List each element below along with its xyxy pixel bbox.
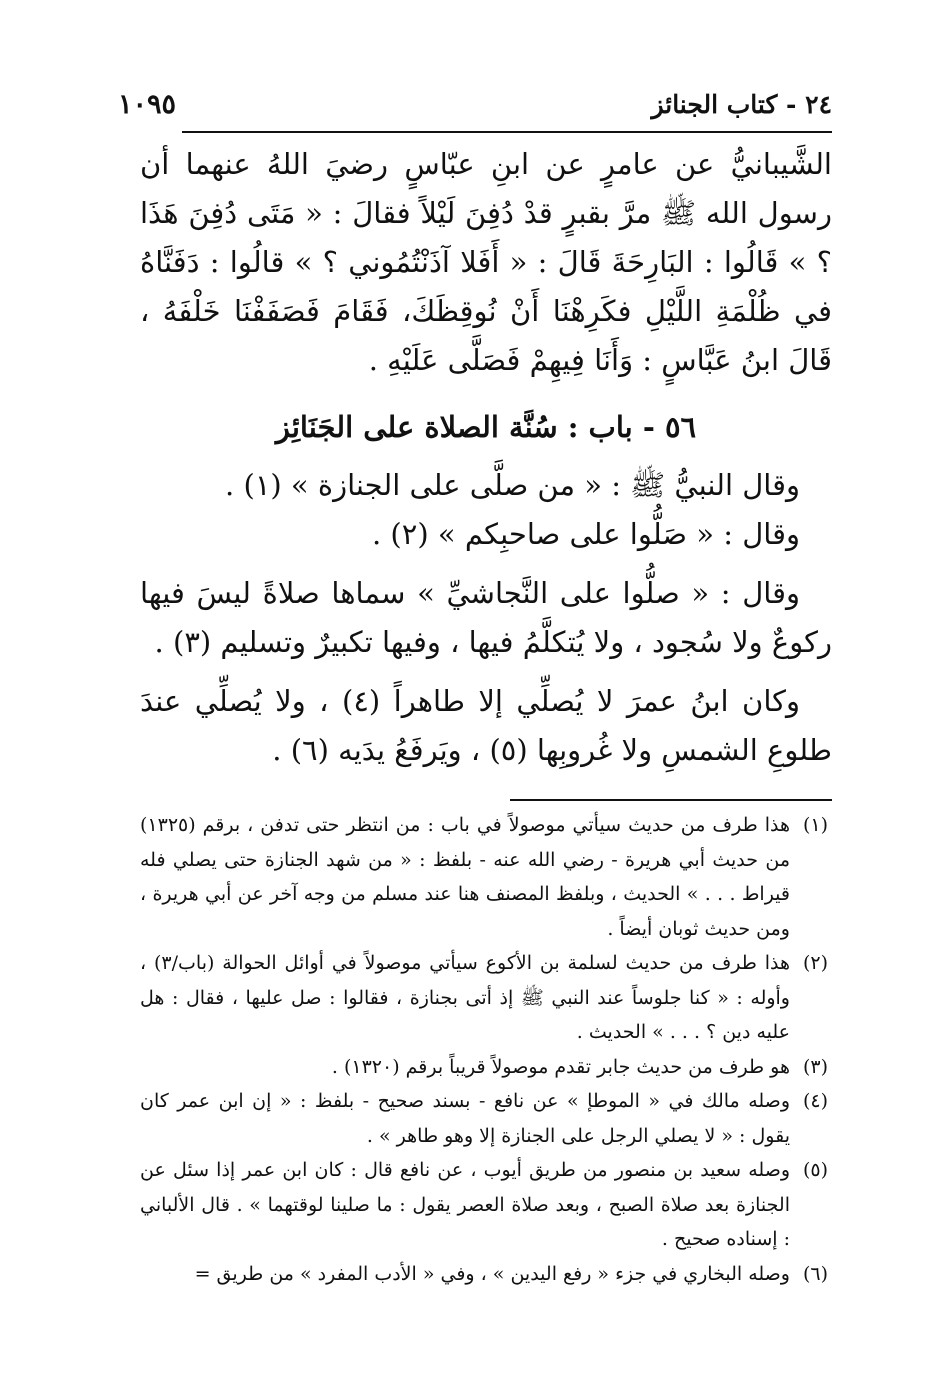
- footnote-item: [140, 1050, 828, 1085]
- footnote-item: [140, 808, 828, 946]
- footnote-number: (١): [802, 814, 828, 836]
- footnote-text: هو طرف من حديث جابر تقدم موصولاً قريباً برقم (١٣٢٠) .: [331, 1055, 790, 1078]
- footnote-text: وصله البخاري في جزء « رفع اليدين » ، وفي « الأدب المفرد » من طريق =: [194, 1262, 790, 1285]
- footnote-number: (٤): [802, 1090, 828, 1112]
- section-heading: ٥٦ - باب : سُنَّة الصلاة على الجَنَائِز: [275, 410, 697, 444]
- footnote-item: [140, 1153, 828, 1257]
- footnote-divider: [510, 799, 832, 801]
- paragraph-hadith-continuation: الشَّيبانيُّ عن عامرٍ عن ابنِ عبّاسٍ رضيَ اللهُ عنهما أن رسول الله ﷺ مرَّ بقبرٍ قدْ دُفِنَ لَيْلاً فقالَ : « مَتَى دُفِنَ هَذَا ؟ » قَالُوا : البَارِحَةَ قَالَ : « أَفَلا آذَنْتُمُوني ؟ » قالُوا : دَفَنَّاهُ في ظُلْمَةِ اللَّيْلِ فكَرِهْنَا أَنْ نُوقِظَكَ، فَقَامَ فَصَفَفْنَا خَلْفَهُ ، قَالَ ابنُ عَبَّاسٍ : وَأَنَا فِيهِمْ فَصَلَّى عَلَيْهِ .: [140, 147, 832, 377]
- footnote-text: هذا طرف من حديث سيأتي موصولاً في باب : من انتظر حتى تدفن ، برقم (١٣٢٥) من حديث أبي هريرة - رضي الله عنه - بلفظ : « من شهد الجنازة حتى يصلي فله قيراط . . . » الحديث ، وبلفظ المصنف هنا عند مسلم من وجه آخر عن أبي هريرة ، ومن حديث ثوبان أيضاً .: [140, 814, 790, 940]
- footnote-text: وصله مالك في « الموطإ » عن نافع - بسند صحيح - بلفظ : « إن ابن عمر كان يقول : « لا يصلي الرجل على الجنازة إلا وهو طاهر » .: [140, 1090, 790, 1147]
- footnote-item: [140, 1257, 828, 1292]
- footnote-item: [140, 1084, 828, 1153]
- page-number: ١٠٩٥: [118, 88, 177, 120]
- footnote-number: (٣): [802, 1055, 828, 1078]
- footnote-item: [140, 946, 828, 1050]
- footnote-number: (٥): [802, 1159, 828, 1181]
- header-divider: [182, 131, 832, 133]
- footnote-number: (٦): [802, 1262, 828, 1285]
- main-text: [140, 140, 832, 775]
- footnote-text: هذا طرف من حديث لسلمة بن الأكوع سيأتي موصولاً في أوائل الحوالة (باب/٣) ، وأوله : « كنا جلوساً عند النبي ﷺ إذ أتى بجنازة ، فقالوا : صل عليها ، فقال : هل عليه دين ؟ . . . » الحديث .: [140, 952, 791, 1043]
- running-header: [118, 84, 832, 124]
- chapter-title: ٢٤ - كتاب الجنائز: [651, 89, 832, 119]
- paragraph-pray-companion: وقال : « صَلُّوا على صاحبِكم » (٢) .: [371, 517, 800, 551]
- paragraph-prophet-saying: وقال النبيُّ ﷺ : « من صلَّى على الجنازة » (١) .: [225, 468, 800, 502]
- paragraph-najashi: وقال : « صلُّوا على النَّجاشيِّ » سماها صلاةً ليسَ فيها ركوعٌ ولا سُجود ، ولا يُتكلَّمُ فيها ، وفيها تكبيرٌ وتسليم (٣) .: [140, 576, 832, 659]
- footnote-text: وصله سعيد بن منصور من طريق أيوب ، عن نافع قال : كان ابن عمر إذا سئل عن الجنازة بعد صلاة الصبح ، وبعد صلاة العصر يقول : ما صلينا لوقتهما » . قال الألباني : إسناده صحيح .: [140, 1159, 790, 1250]
- footnote-number: (٢): [802, 952, 829, 974]
- footnotes: [140, 808, 828, 1291]
- paragraph-ibn-umar: وكان ابنُ عمرَ لا يُصلِّي إلا طاهراً (٤) ، ولا يُصلِّي عندَ طلوعِ الشمسِ ولا غُروبِها (٥) ، ويَرفَعُ يدَيه (٦) .: [140, 684, 832, 767]
